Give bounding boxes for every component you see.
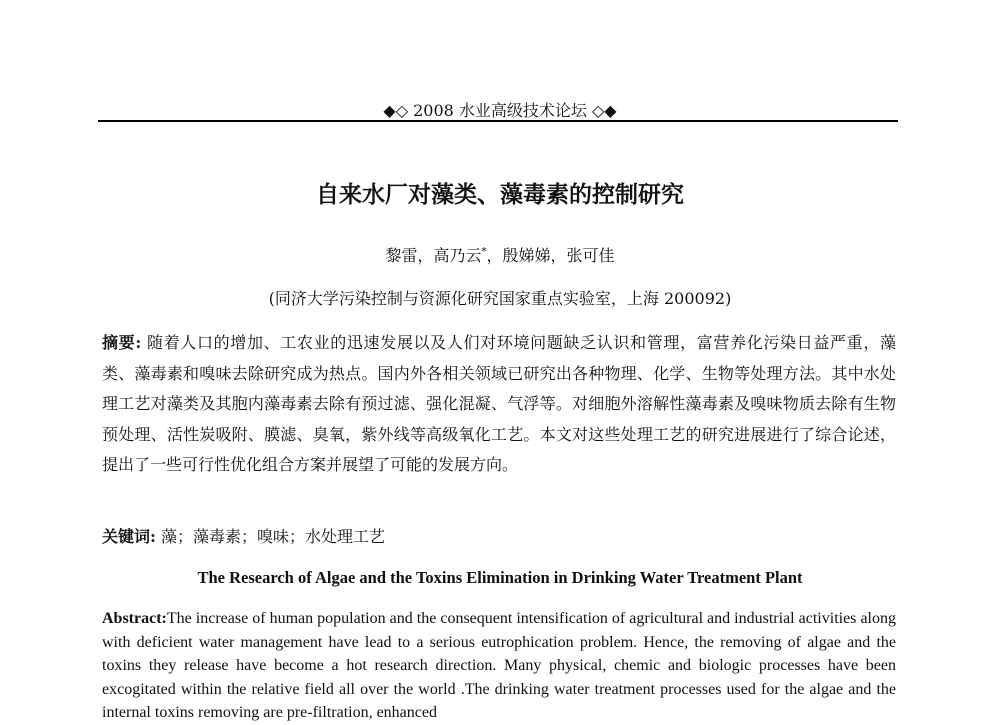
chinese-abstract-label: 摘要:	[102, 333, 142, 352]
header-rule	[98, 120, 898, 122]
authors-rest: ，殷娣娣，张可佳	[486, 246, 615, 265]
corresponding-author-mark: *	[481, 246, 487, 258]
chinese-abstract	[102, 328, 896, 481]
english-abstract	[102, 607, 896, 725]
english-abstract-text: The increase of human population and the consequent intensification of agricultural and industrial activities along with deficient water management have lead to a serious eutrophication problem. Hence, the removing of algae and the toxins they release have become a hot research direction. Many physical, chemic and biologic processes have been excogitated within the relative field all over the world .The drinking water treatment processes used for the algae and the internal toxins removing are pre-filtration, enhanced	[102, 610, 896, 721]
keywords-text: 藻；藻毒素；嗅味；水处理工艺	[161, 527, 386, 546]
author-list	[0, 243, 1000, 266]
authors-first: 黎雷，高乃云	[385, 246, 482, 265]
affiliation: (同济大学污染控制与资源化研究国家重点实验室，上海 200092)	[268, 289, 732, 308]
chinese-abstract-text: 随着人口的增加、工农业的迅速发展以及人们对环境问题缺乏认识和管理，富营养化污染日益严重，藻类、藻毒素和嗅味去除研究成为热点。国内外各相关领域已研究出各种物理、化学、生物等处理方法。其中水处理工艺对藻类及其胞内藻毒素去除有预过滤、强化混凝、气浮等。对细胞外溶解性藻毒素及嗅味物质去除有生物预处理、活性炭吸附、膜滤、臭氧，紫外线等高级氧化工艺。本文对这些处理工艺的研究进展进行了综合论述，提出了一些可行性优化组合方案并展望了可能的发展方向。	[102, 333, 896, 475]
english-title: The Research of Algae and the Toxins Elimination in Drinking Water Treatment Plant	[197, 568, 803, 587]
running-header: ◆◇ 2008 水业高级技术论坛 ◇◆	[383, 101, 617, 120]
keywords	[102, 524, 896, 547]
keywords-label: 关键词:	[102, 527, 156, 546]
english-abstract-label: Abstract:	[102, 610, 167, 627]
paper-title: 自来水厂对藻类、藻毒素的控制研究	[316, 181, 684, 208]
